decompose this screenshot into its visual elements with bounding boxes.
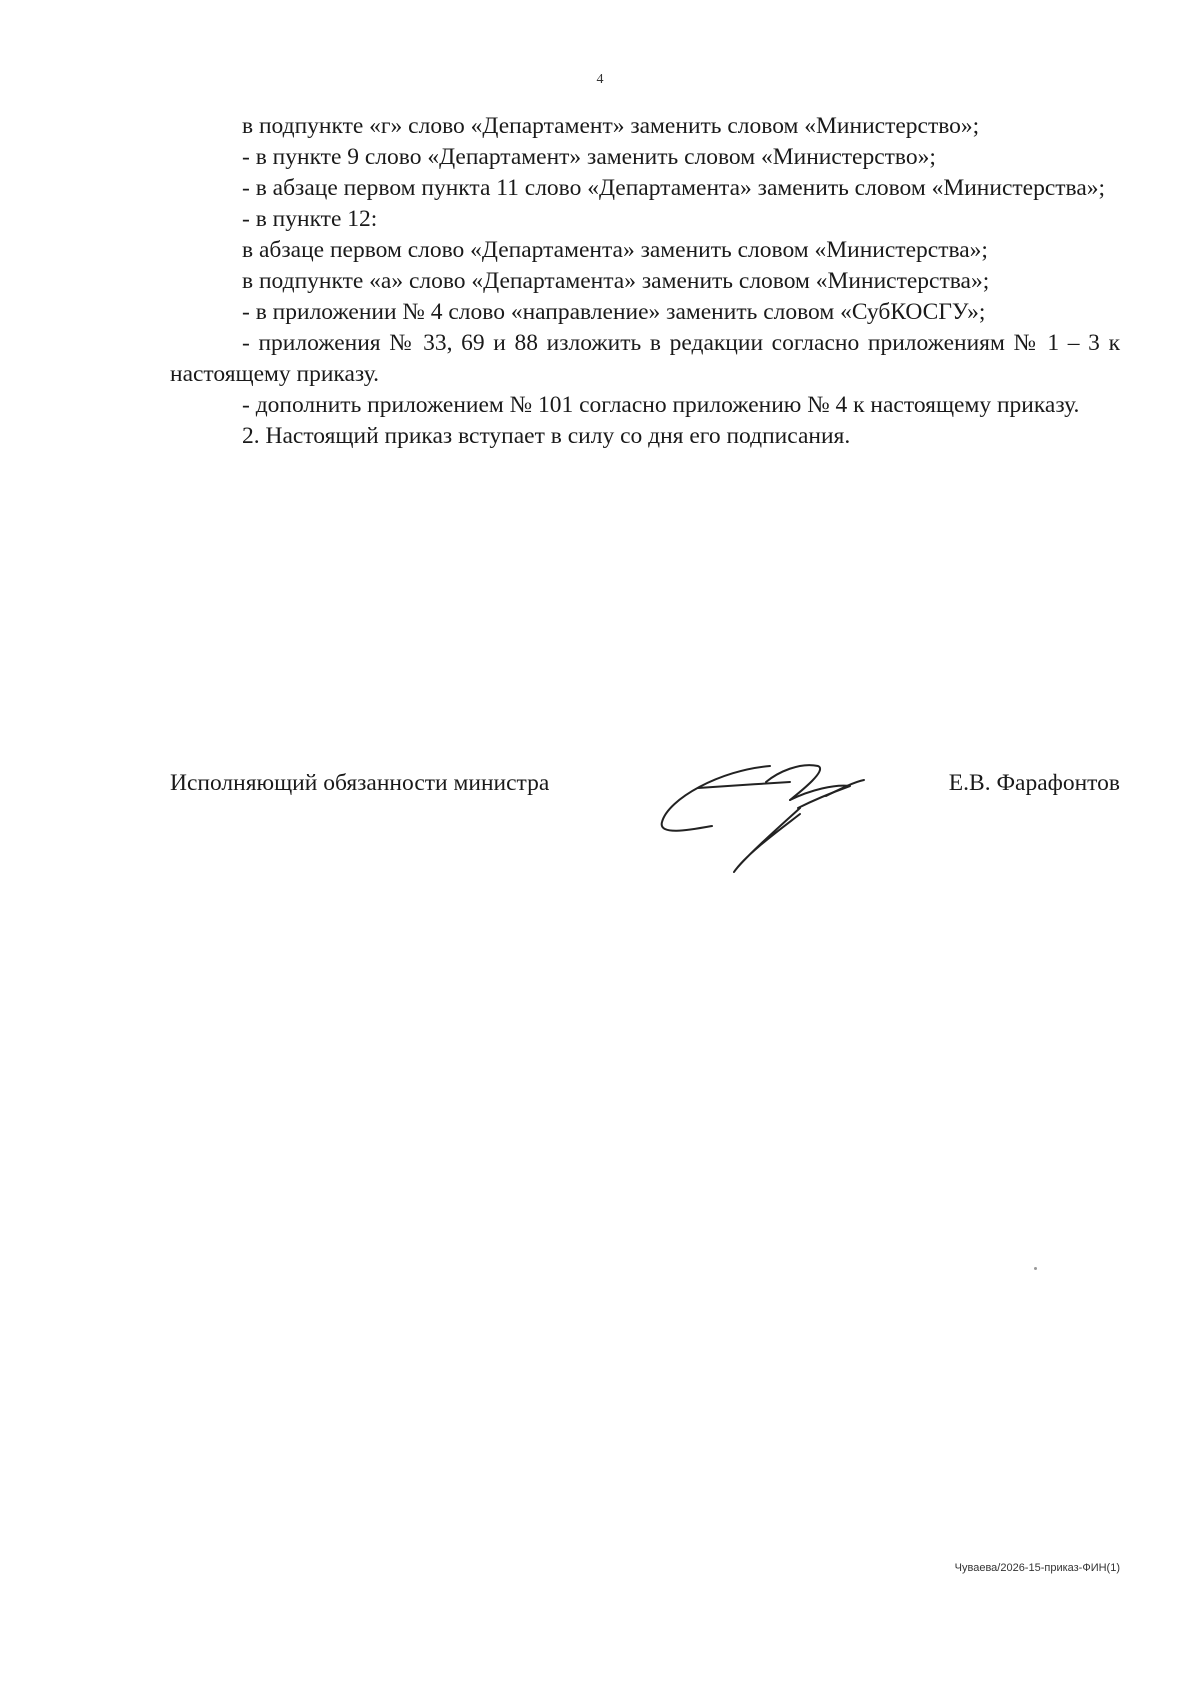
- paragraph: - дополнить приложением № 101 согласно приложению № 4 к настоящему приказу.: [242, 392, 1080, 418]
- footer-reference: Чуваева/2026-15-приказ-ФИН(1): [954, 1562, 1120, 1574]
- signatory-position: Исполняющий обязанности министра: [170, 770, 550, 796]
- scan-speck: [1034, 1267, 1037, 1270]
- document-body: [170, 111, 1120, 452]
- paragraph: в подпункте «г» слово «Департамент» заменить словом «Министерство»;: [242, 113, 980, 139]
- paragraph: - в пункте 12:: [242, 206, 378, 232]
- paragraph: - в приложении № 4 слово «направление» заменить словом «СубКОСГУ»;: [242, 299, 986, 325]
- paragraph: - приложения № 33, 69 и 88 изложить в редакции согласно приложениям № 1 – 3 к настоящему приказу.: [170, 330, 1120, 387]
- paragraph: - в пункте 9 слово «Департамент» заменить словом «Министерство»;: [242, 144, 936, 170]
- signatory-name: Е.В. Фарафонтов: [948, 770, 1120, 796]
- page-number: 4: [596, 72, 604, 87]
- paragraph: - в абзаце первом пункта 11 слово «Департамента» заменить словом «Министерства»;: [242, 175, 1106, 201]
- paragraph: в абзаце первом слово «Департамента» заменить словом «Министерства»;: [242, 237, 988, 263]
- paragraph: в подпункте «а» слово «Департамента» заменить словом «Министерства»;: [242, 268, 990, 294]
- paragraph: 2. Настоящий приказ вступает в силу со дня его подписания.: [242, 423, 851, 449]
- signature-block: [170, 762, 1120, 882]
- handwritten-signature: [650, 744, 900, 874]
